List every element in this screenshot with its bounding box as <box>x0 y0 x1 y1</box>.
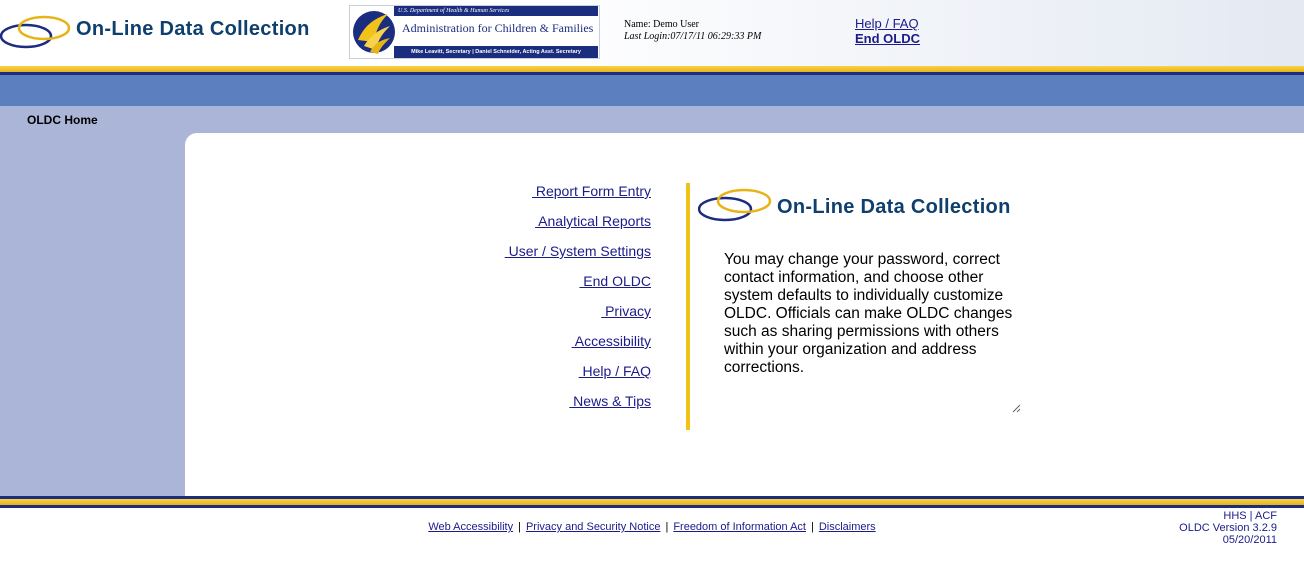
header-help-faq-link[interactable]: Help / FAQ <box>855 16 919 31</box>
user-info <box>624 19 761 43</box>
header <box>0 0 1304 66</box>
oldc-logo <box>0 8 330 54</box>
nav-blue-band <box>0 75 1304 106</box>
footer-disclaimers-link[interactable]: Disclaimers <box>818 521 876 533</box>
hhs-department-label: U.S. Department of Health & Human Services <box>394 6 598 16</box>
footer-links <box>0 521 1304 533</box>
menu-divider <box>686 183 690 430</box>
ellipses-logo-icon <box>698 187 774 225</box>
footer-web-accessibility-link[interactable]: Web Accessibility <box>428 521 514 533</box>
menu-user-system-settings[interactable]: User / System Settings <box>504 243 651 259</box>
menu-analytical-reports[interactable]: Analytical Reports <box>535 213 651 229</box>
acf-agency-name: Administration for Children & Families <box>402 21 594 35</box>
main-menu <box>505 183 651 423</box>
footer-separator: | <box>665 521 669 533</box>
footer-separator: | <box>810 521 814 533</box>
user-name: Name: Demo User <box>624 19 699 30</box>
header-links <box>855 16 920 46</box>
hhs-eagle-icon <box>350 6 398 58</box>
footer-agencies: HHS | ACF <box>1223 510 1277 522</box>
version-info <box>1179 510 1277 546</box>
footer-foia-link[interactable]: Freedom of Information Act <box>673 521 806 533</box>
acf-banner <box>349 5 600 59</box>
header-end-oldc-link[interactable]: End OLDC <box>855 31 920 46</box>
resize-grip-icon[interactable] <box>1012 404 1021 413</box>
app-title: On-Line Data Collection <box>76 18 310 40</box>
info-logo <box>698 187 1028 227</box>
menu-help-faq[interactable]: Help / FAQ <box>578 363 651 379</box>
info-description: You may change your password, correct contact information, and choose other system defaults to individually customize OLDC. Officials can make OLDC changes such as sharing permissions with others within your organization and address corrections. <box>724 251 1013 376</box>
footer-navy-line-bottom <box>0 505 1304 508</box>
menu-privacy[interactable]: Privacy <box>601 303 651 319</box>
footer-separator: | <box>518 521 521 533</box>
footer-date: 05/20/2011 <box>1222 534 1277 546</box>
menu-end-oldc[interactable]: End OLDC <box>579 273 651 289</box>
info-title: On-Line Data Collection <box>777 196 1011 218</box>
acf-officials-label: Mike Leavitt, Secretary | Daniel Schneider, Acting Asst. Secretary <box>394 46 598 58</box>
last-login: Last Login:07/17/11 06:29:33 PM <box>624 31 762 42</box>
menu-news-tips[interactable]: News & Tips <box>569 393 651 409</box>
menu-accessibility[interactable]: Accessibility <box>571 333 651 349</box>
ellipses-logo-icon <box>0 12 72 52</box>
breadcrumb: OLDC Home <box>27 113 98 127</box>
footer-version: OLDC Version 3.2.9 <box>1179 522 1277 534</box>
menu-report-form-entry[interactable]: Report Form Entry <box>531 183 651 199</box>
footer-privacy-security-link[interactable]: Privacy and Security Notice <box>525 521 661 533</box>
